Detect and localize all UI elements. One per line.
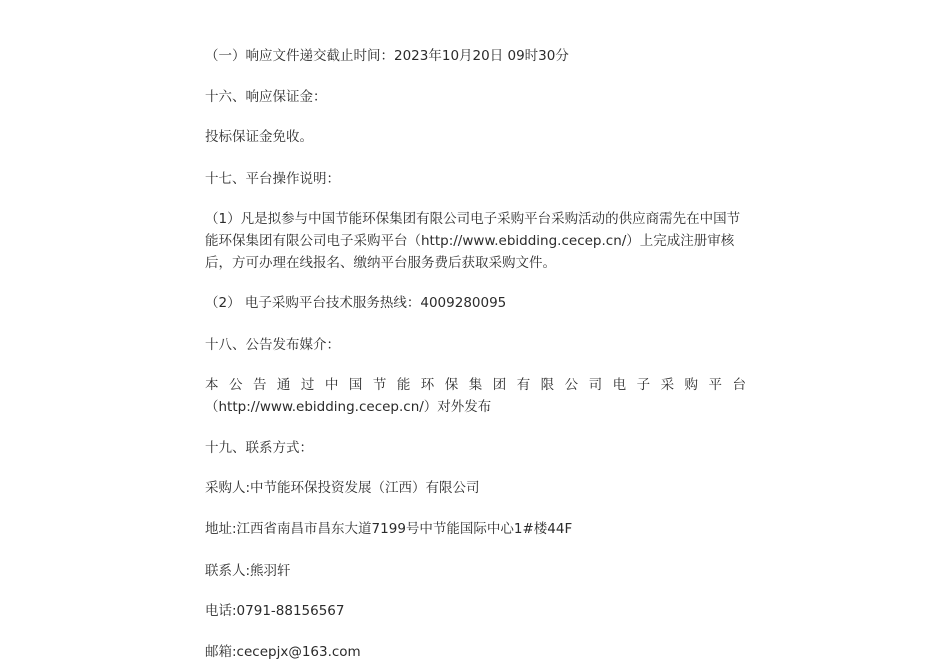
section-17-title: 十七、平台操作说明： — [205, 171, 340, 187]
contact-person: 联系人:熊羽轩 — [205, 563, 291, 579]
email: 邮箱:cecepjx@163.com — [205, 644, 361, 660]
section-18-body-line-1: 本公告通过中国节能环保集团有限公司电子采购平台 — [205, 377, 746, 393]
section-17-item-2: （2） 电子采购平台技术服务热线：4009280095 — [205, 295, 507, 311]
address: 地址:江西省南昌市昌东大道7199号中节能国际中心1#楼44F — [205, 521, 573, 537]
section-18-body-line-2: （http://www.ebidding.cecep.cn/）对外发布 — [205, 399, 492, 415]
section-19-title: 十九、联系方式： — [205, 440, 313, 456]
section-17-item-1: （1）凡是拟参与中国节能环保集团有限公司电子采购平台采购活动的供应商需先在中国节能环保集团有限公司电子采购平台（http://www.ebidding.cecep.cn/）上完成注册审核后，方可办理在线报名、缴纳平台服务费后获取采购文件。 — [205, 211, 741, 271]
section-18-body — [205, 374, 746, 418]
section-16-title: 十六、响应保证金： — [205, 89, 327, 105]
response-deadline: （一）响应文件递交截止时间：2023年10月20日 09时30分 — [205, 48, 569, 64]
phone: 电话:0791-88156567 — [205, 603, 345, 619]
section-16-body: 投标保证金免收。 — [205, 129, 313, 145]
section-18-title: 十八、公告发布媒介： — [205, 337, 340, 353]
purchaser: 采购人:中节能环保投资发展（江西）有限公司 — [205, 480, 480, 496]
